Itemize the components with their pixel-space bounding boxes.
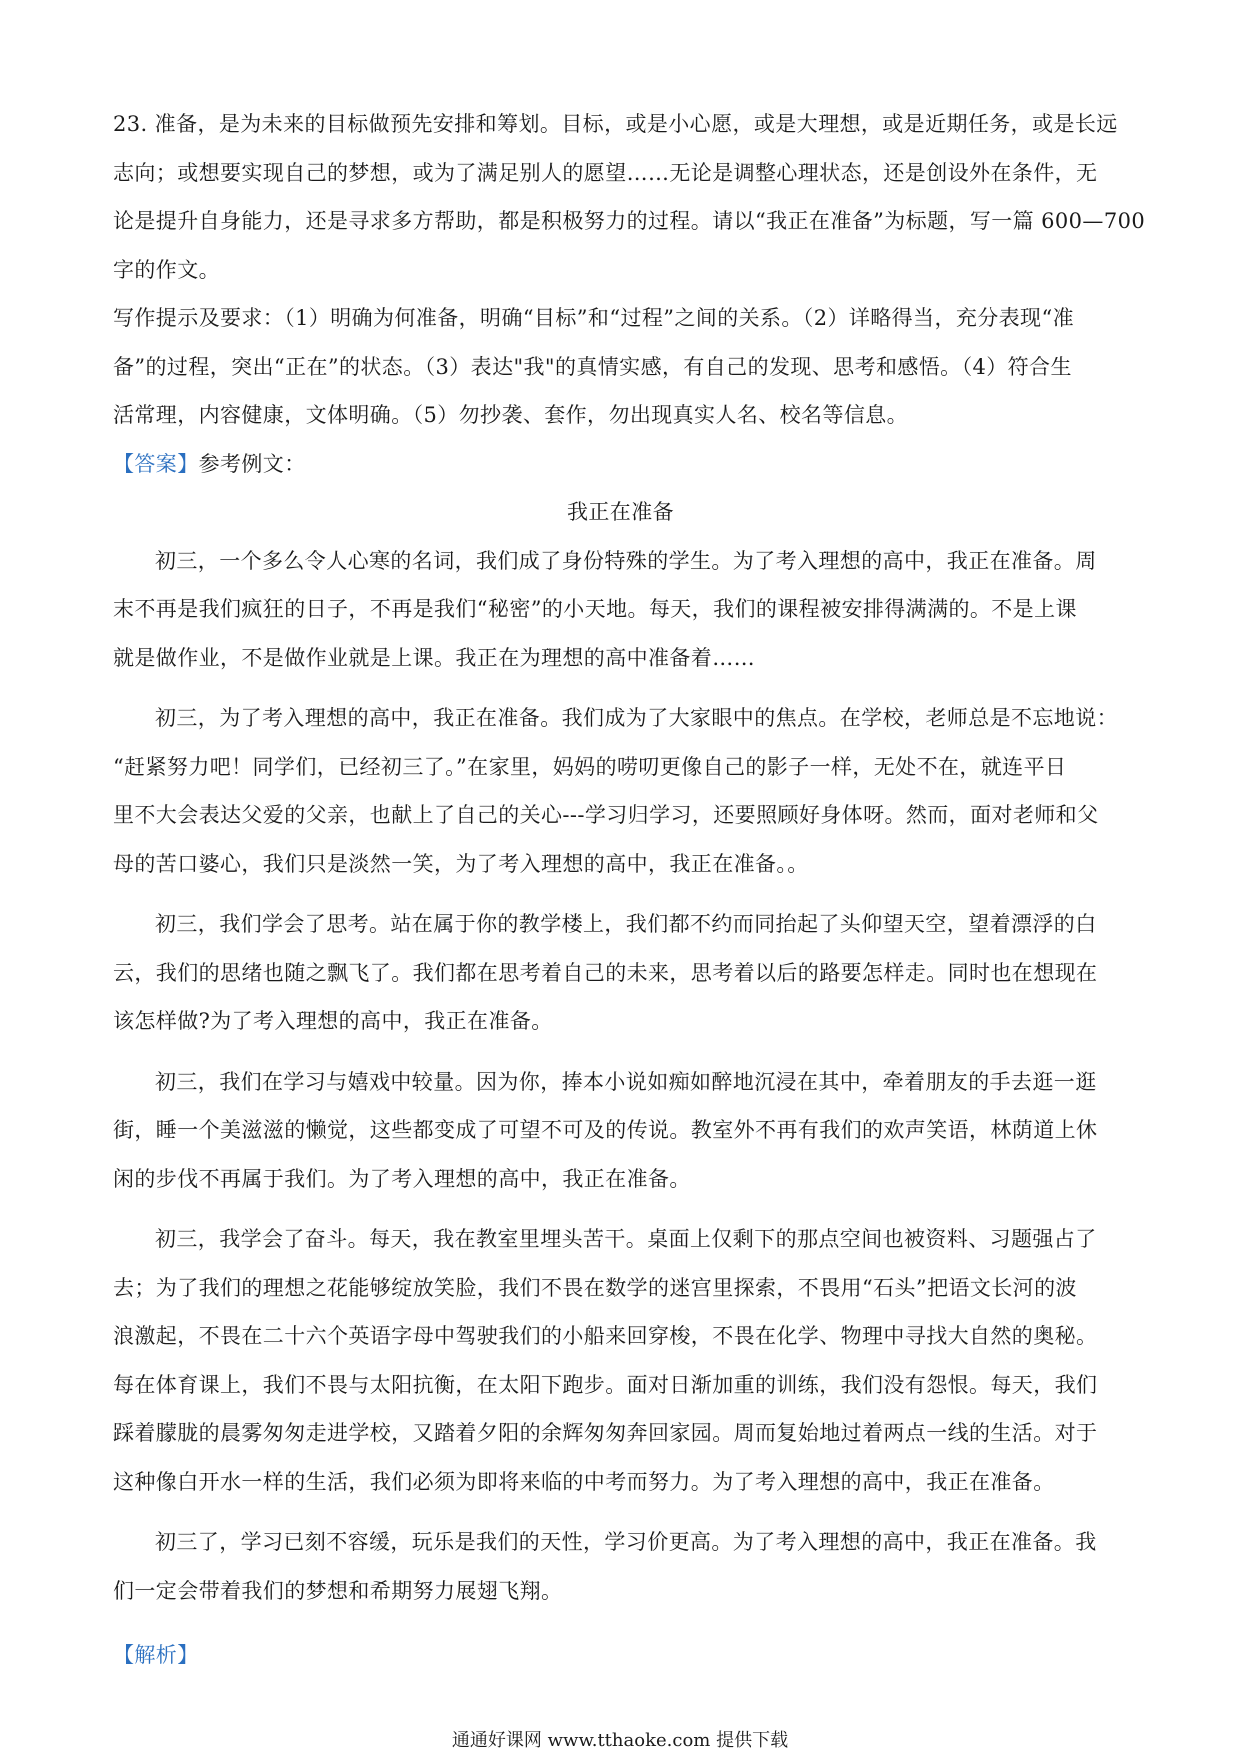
- essay-line: 闲的步伐不再属于我们。为了考入理想的高中，我正在准备。: [113, 1166, 691, 1191]
- essay-line: 初三，我学会了奋斗。每天，我在教室里埋头苦干。桌面上仅剩下的那点空间也被资料、习题强占了: [155, 1227, 1097, 1251]
- essay-line: 这种像白开水一样的生活，我们必须为即将来临的中考而努力。为了考入理想的高中，我正在准备。: [113, 1469, 1055, 1494]
- essay-title: 我正在准备: [567, 500, 674, 524]
- essay-line: 每在体育课上，我们不畏与太阳抗衡，在太阳下跑步。面对日渐加重的训练，我们没有怨恨。每天，我们: [113, 1372, 1098, 1397]
- essay-paragraph: [113, 537, 1128, 683]
- essay-line: 就是做作业，不是做作业就是上课。我正在为理想的高中准备着……: [113, 645, 755, 670]
- essay-line: 浪激起，不畏在二十六个英语字母中驾驶我们的小船来回穿梭，不畏在化学、物理中寻找大自然的奥秘。: [113, 1324, 1098, 1348]
- page-footer: 通通好课网 www.tthaoke.com 提供下载: [451, 1730, 789, 1751]
- essay-line: 踩着朦胧的晨雾匆匆走进学校，又踏着夕阳的余辉匆匆奔回家园。周而复始地过着两点一线的生活。对于: [113, 1421, 1098, 1445]
- essay-line: 该怎样做?为了考入理想的高中，我正在准备。: [113, 1009, 553, 1033]
- answer-header: [113, 440, 1128, 489]
- essay-paragraph: [113, 1058, 1128, 1204]
- essay-line: 母的苦口婆心，我们只是淡然一笑，为了考入理想的高中，我正在准备。。: [113, 851, 809, 876]
- essay-line: 初三，我们在学习与嬉戏中较量。因为你，捧本小说如痴如醉地沉浸在其中，牵着朋友的手去逛一逛: [155, 1069, 1097, 1094]
- essay-line: 们一定会带着我们的梦想和希期努力展翅飞翔。: [113, 1578, 563, 1603]
- essay-line: 初三了，学习已刻不容缓，玩乐是我们的天性，学习价更高。为了考入理想的高中，我正在准备。我: [155, 1530, 1097, 1554]
- question-line: 论是提升自身能力，还是寻求多方帮助，都是积极努力的过程。请以“我正在准备”为标题，写一篇 600—700: [113, 209, 1146, 233]
- essay-line: 里不大会表达父爱的父亲，也献上了自己的关心---学习归学习，还要照顾好身体呀。然而，面对老师和父: [113, 803, 1099, 827]
- answer-tag: 【答案】: [113, 451, 199, 476]
- essay-line: “赶紧努力吧！同学们，已经初三了。”在家里，妈妈的唠叨更像自己的影子一样，无处不在，就连平日: [113, 754, 1067, 779]
- essay-line: 初三，一个多么令人心寒的名词，我们成了身份特殊的学生。为了考入理想的高中，我正在准备。周: [155, 548, 1097, 573]
- answer-intro: 参考例文：: [198, 451, 306, 476]
- essay-paragraph: [113, 1518, 1128, 1615]
- question-line: 字的作文。: [113, 257, 220, 282]
- requirements-line: 写作提示及要求：（1）明确为何准备，明确“目标”和“过程”之间的关系。（2）详略得当，充分表现“准: [113, 306, 1074, 330]
- essay-line: 初三，我们学会了思考。站在属于你的教学楼上，我们都不约而同抬起了头仰望天空，望着漂浮的白: [155, 912, 1097, 936]
- essay-paragraph: [113, 900, 1128, 1046]
- requirements-line: 活常理，内容健康，文体明确。（5）勿抄袭、套作，勿出现真实人名、校名等信息。: [113, 403, 909, 427]
- analysis-tag: 【解析】: [113, 1643, 199, 1667]
- question-line: 23. 准备，是为未来的目标做预先安排和筹划。目标，或是小心愿，或是大理想，或是近期任务，或是长远: [113, 112, 1118, 136]
- question-line: 志向；或想要实现自己的梦想，或为了满足别人的愿望……无论是调整心理状态，还是创设外在条件，无: [113, 160, 1098, 185]
- analysis-header: [113, 1631, 1128, 1680]
- essay-line: 云，我们的思绪也随之飘飞了。我们都在思考着自己的未来，思考着以后的路要怎样走。同时也在想现在: [113, 960, 1098, 985]
- question-block: [113, 100, 1146, 440]
- document-page: [113, 100, 1146, 1680]
- essay-line: 去；为了我们的理想之花能够绽放笑脸，我们不畏在数学的迷宫里探索，不畏用“石头”把语文长河的波: [113, 1275, 1077, 1300]
- essay-paragraph: [113, 1215, 1128, 1506]
- essay-line: 末不再是我们疯狂的日子，不再是我们“秘密”的小天地。每天，我们的课程被安排得满满的。不是上课: [113, 597, 1077, 621]
- essay-line: 初三，为了考入理想的高中，我正在准备。我们成为了大家眼中的焦点。在学校，老师总是不忘地说：: [155, 706, 1118, 730]
- essay-paragraph: [113, 694, 1128, 888]
- requirements-line: 备”的过程，突出“正在”的状态。（3）表达"我"的真情实感，有自己的发现、思考和感悟。（4）符合生: [113, 354, 1072, 379]
- essay-line: 街，睡一个美滋滋的懒觉，这些都变成了可望不可及的传说。教室外不再有我们的欢声笑语，林荫道上休: [113, 1118, 1098, 1142]
